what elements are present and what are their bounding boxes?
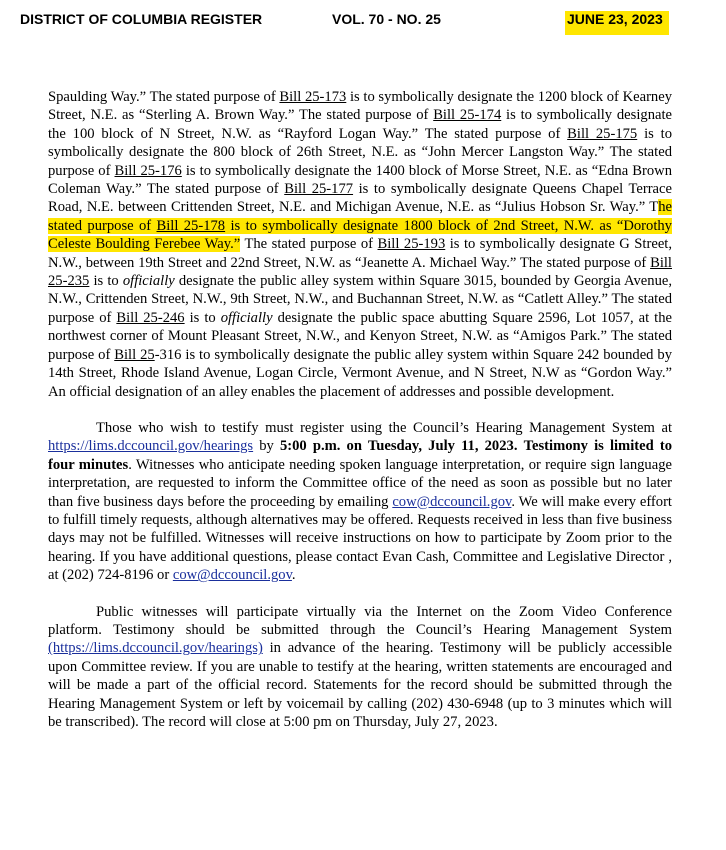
text-run: is to symbolically designate the 1200 block of Kearney Street, N.E. as “Sterling A. Brown Way.” The stated purpose of <box>48 89 672 124</box>
issue-date: JUNE 23, 2023 <box>565 11 669 35</box>
text-run: is to symbolically designate the 1400 block of Morse Street, N.E. as “Edna Brown Coleman Way.” The stated purpose of <box>48 162 672 198</box>
bill-25-178-ref: Bill 25-178 <box>156 217 226 234</box>
document-body <box>48 88 672 749</box>
text-run: . <box>291 567 296 584</box>
bill-25-174-ref: Bill 25-174 <box>433 107 502 124</box>
email-link[interactable]: cow@dccouncil.gov <box>392 493 512 510</box>
emphasis-text: officially <box>122 273 175 290</box>
text-run: designate the public space abutting Square 2596, Lot 1057, at the northwest corner of Mount Pleasant Street, N.W., and Kenyon Street, N.W. as “Amigos Park.” The stated purpose of <box>48 309 673 363</box>
text-run: Those who wish to testify must register using the Council’s Hearing Management System at <box>96 419 672 436</box>
text-run: is to symbolically designate the 100 block of N Street, N.W. as “Rayford Logan Way.” The stated purpose of <box>48 107 672 142</box>
text-run: . We will make every effort to fulfill timely requests, although alternatives may be offered. Requests received in less than five business days may not be fulfilled. Witnesses will receive instructions on how to participate by Zoom prior to the hearing. If you have additional questions, please contact Evan Cash, Committee and Legislative Director , at (202) 724-8196 or <box>48 493 672 584</box>
text-run: The stated purpose of <box>240 236 378 253</box>
text-run: is to symbolically designate 1800 block of 2nd Street, N.W. as “Dorothy Celeste Boulding Ferebee Way.” <box>48 217 672 253</box>
text-run: is to symbolically designate the public alley system within Square 242 bounded by 14th Street, Rhode Island Avenue, Logan Circle, Vermont Avenue, and N Street, N.W as “Gordon Way.” An official designation of an alley enables the placement of addresses and possible development. <box>48 346 672 400</box>
bill-25-193-ref: Bill 25-193 <box>377 236 446 253</box>
bill-25-246-ref: Bill 25-246 <box>116 309 185 326</box>
bill-25-177-ref: Bill 25-177 <box>284 181 354 198</box>
public-witnesses-paragraph <box>48 603 672 732</box>
text-run: Public witnesses will participate virtually via the Internet on the Zoom Video Conference platform. Testimony should be submitted through the Council’s Hearing Management System <box>48 603 672 638</box>
text-run: designate the public alley system within Square 3015, bounded by Georgia Avenue, N.W., Crittenden Street, N.W., 9th Street, N.W., and Buchannan Street, N.W. as “Catlett Alley.” The stated purpose of <box>48 273 673 326</box>
hearings-link[interactable]: https://lims.dccouncil.gov/hearings <box>48 438 254 455</box>
bill-25-173-ref: Bill 25-173 <box>279 89 347 105</box>
email-link[interactable]: cow@dccouncil.gov <box>172 567 292 584</box>
page-header <box>20 8 680 36</box>
bill-purposes-paragraph <box>48 88 672 401</box>
bill-25-316-ref: Bill 25 <box>114 346 155 363</box>
text-run: is to <box>89 273 123 290</box>
text-run: . Witnesses who anticipate needing spoken language interpretation, or require sign language interpretation, are requested to inform the Committee office of the need as soon as possible but no later than five business days before the proceeding by emailing <box>48 456 672 510</box>
text-run: is to <box>184 309 221 326</box>
text-run: -316 <box>154 346 182 363</box>
deadline-text: 5:00 p.m. on Tuesday, July 11, 2023. <box>279 438 518 455</box>
testimony-registration-paragraph <box>48 419 672 585</box>
time-limit-text: Testimony is limited to four minutes <box>48 438 673 473</box>
emphasis-text: officially <box>220 309 273 326</box>
text-run: by <box>253 438 280 455</box>
bill-25-176-ref: Bill 25-176 <box>114 162 182 179</box>
hearings-link[interactable]: (https://lims.dccouncil.gov/hearings) <box>48 640 263 657</box>
text-run: in advance of the hearing. Testimony will be publicly accessible upon Committee review. If you are unable to testify at the hearing, written statements are encouraged and will be made a part of the official record. Statements for the record should be submitted through the Hearing Management System or left by voicemail by calling (202) 430-6948 (up to 3 minutes which will be transcribed). The record will close at 5:00 pm on Thursday, July 27, 2023. <box>48 640 672 730</box>
text-run: is to symbolically designate Queens Chapel Terrace Road, N.E. between Crittenden Street, N.E. and Michigan Avenue, N.E. as “Julius Hobson Sr. Way.” T <box>48 181 672 216</box>
text-run: Spaulding Way.” The stated purpose of <box>48 89 280 105</box>
text-run: is to symbolically designate G Street, N.W., between 19th Street and 22nd Street, N.W. as “Jeanette A. Michael Way.” The stated purpose of <box>48 236 672 271</box>
text-run: is to symbolically designate the 800 block of 26th Street, N.E. as “John Mercer Langston Way.” The stated purpose of <box>48 125 672 179</box>
volume-number: VOL. 70 - NO. 25 <box>332 11 441 27</box>
publication-title: DISTRICT OF COLUMBIA REGISTER <box>20 11 263 27</box>
text-run: he stated purpose of <box>48 199 672 234</box>
bill-25-175-ref: Bill 25-175 <box>567 125 638 142</box>
bill-25-235-ref: Bill 25-235 <box>48 254 672 290</box>
